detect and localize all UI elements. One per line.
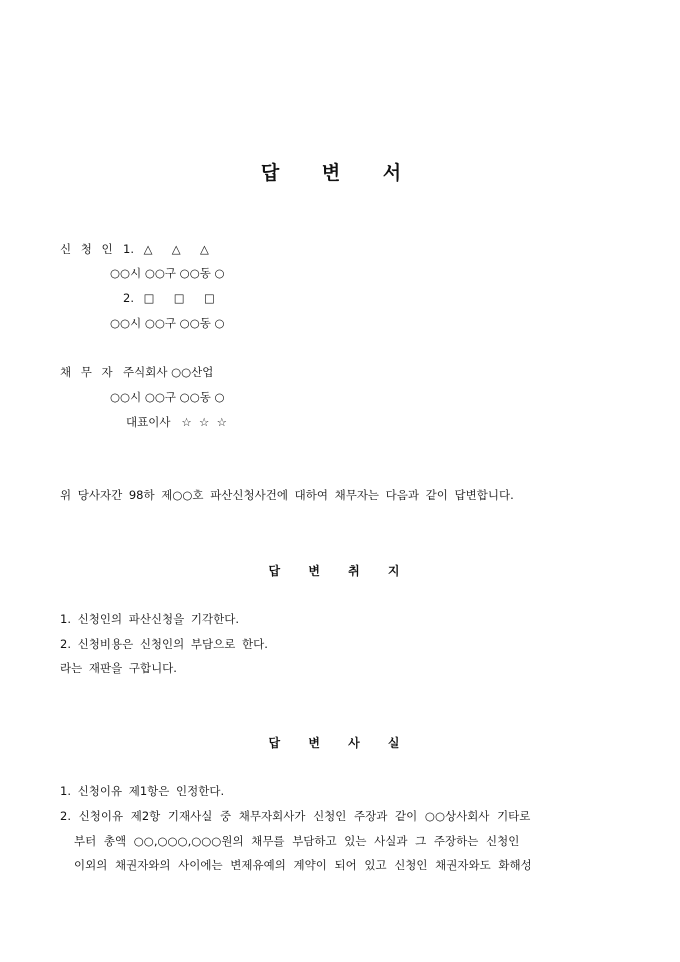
debtor-representative: 대표이사 ☆ ☆ ☆ [126,415,227,429]
facts-item-2-line-1: 2. 신청이유 제2항 기재사실 중 채무자회사가 신청인 주장과 같이 ○○상사회사 기타로 [60,809,531,823]
applicant-1-name: 1. △ △ △ [123,242,209,256]
applicant-2-name: 2. □ □ □ [123,291,215,305]
facts-heading: 답 변 사 실 [268,736,412,750]
purpose-line-1: 1. 신청인의 파산신청을 기각한다. [60,612,240,626]
intro-paragraph: 위 당사자간 98하 제○○호 파산신청사건에 대하여 채무자는 다음과 같이 답변합니다. [60,488,514,502]
purpose-line-3: 라는 재판을 구합니다. [60,661,177,675]
debtor-name: 주식회사 ○○산업 [123,365,214,379]
debtor-label: 채 무 자 [60,365,116,379]
applicant-1-address: ○○시 ○○구 ○○동 ○ [110,266,225,280]
purpose-line-2: 2. 신청비용은 신청인의 부담으로 한다. [60,637,268,651]
document-title: 답 변 서 [260,162,420,184]
applicant-2-address: ○○시 ○○구 ○○동 ○ [110,316,225,330]
debtor-address: ○○시 ○○구 ○○동 ○ [110,390,225,404]
facts-item-2-line-2: 부터 총액 ○○,○○○,○○○원의 채무를 부담하고 있는 사실과 그 주장하는 신청인 [74,834,520,848]
applicant-label: 신 청 인 [60,242,116,256]
facts-item-1: 1. 신청이유 제1항은 인정한다. [60,784,225,798]
facts-item-2-line-3: 이외의 채권자와의 사이에는 변제유예의 계약이 되어 있고 신청인 채권자와도 화해성 [74,858,532,872]
purpose-heading: 답 변 취 지 [268,564,412,578]
